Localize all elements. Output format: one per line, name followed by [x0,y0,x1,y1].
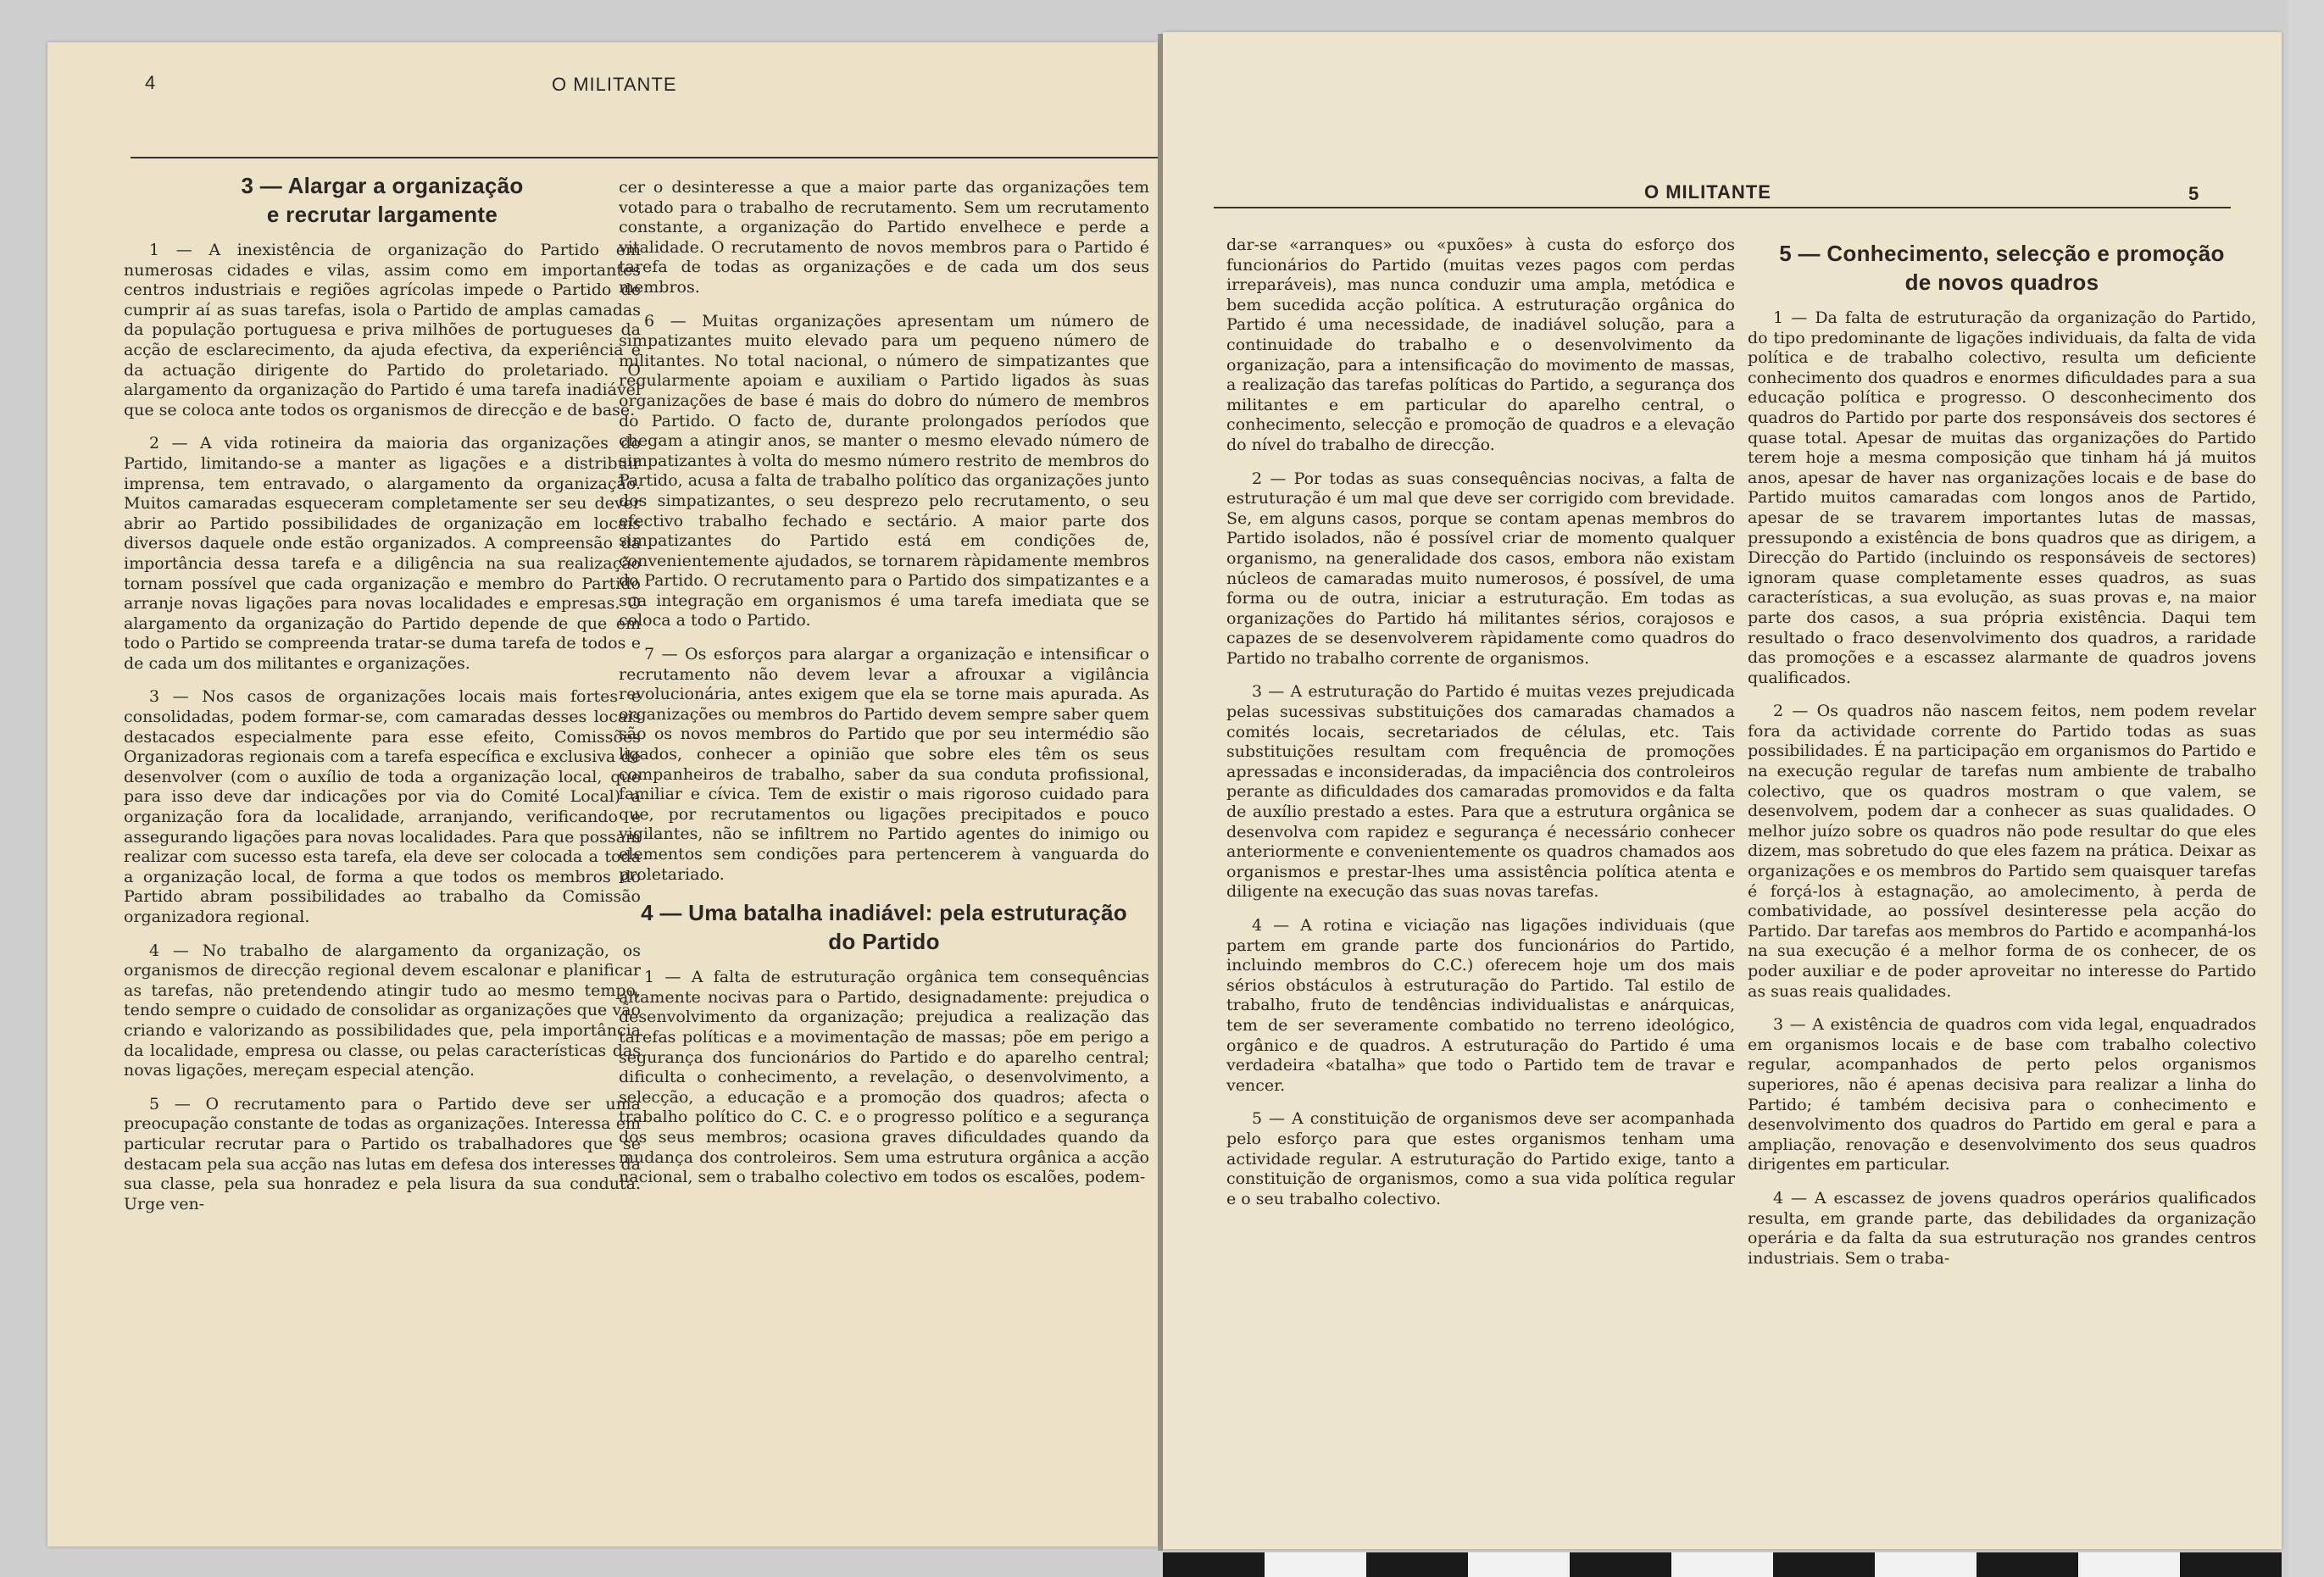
paragraph: 1 — A inexistência de organização do Partido em numerosas cidades e vilas, assim como em importantes centros industriais e regiões agrícolas impede o Partido de cumprir aí as suas tarefas, isola o Partido de amplas camadas da população portuguesa e priva milhões de portugueses da acção de esclarecimento, da ajuda efectiva, da experiência e da actuação dirigente do Partido do proletariado. O alargamento da organização do Partido é uma tarefa inadiável que se coloca ante todos os organismos de direcção e de base. [124,241,641,419]
section-heading-3: 3 — Alargar a organização e recrutar largamente [241,173,524,227]
column-right-2 [1748,237,2256,1282]
right-page [1163,32,2282,1549]
paragraph: 2 — Os quadros não nascem feitos, nem podem revelar fora da actividade corrente do Partido todas as suas possibilidades. É na participação em organismos do Partido e na execução regular de tarefas num ambiente de trabalho colectivo, que os quadros mostram o que valem, se desenvolvem, podem dar a conhecer as suas qualidades. O melhor juízo sobre os quadros não pode resultar do que eles dizem, mas sobretudo do que eles fazem na prática. Deixar as organizações e os membros do Partido sem quaisquer tarefas é forçá-los à estagnação, ao amolecimento, à perda de combatividade, ao possível desinteresse pela acção do Partido. Dar tarefas aos membros do Partido e acompanhá-los na sua execução é a melhor forma de os conhecer, de os poder auxiliar e de poder aproveitar no interesse do Partido as suas reais qualidades. [1748,702,2256,1001]
paragraph: dar-se «arranques» ou «puxões» à custa do esforço dos funcionários do Partido (muitas vezes pagos com perdas irreparáveis), mas nunca conduzir uma ampla, metódica e bem sucedida acção política. A estruturação orgânica do Partido é uma necessidade, de inadiável solução, para a continuidade do trabalho e o desenvolvimento da organização, para a intensificação do movimento de massas, a realização das tarefas políticas do Partido, a segurança dos militantes e em particular do aparelho central, o conhecimento, selecção e promoção de quadros e a elevação do nível do trabalho de direcção. [1226,236,1735,454]
paragraph: 1 — Da falta de estruturação da organização do Partido, do tipo predominante de ligações individuais, da falta de vida política e de trabalho colectivo, resulta um deficiente conhecimento dos quadros e enormes dificuldades para a sua educação política e progresso. O desconhecimento dos quadros do Partido por parte dos responsáveis dos sectores é quase total. Apesar de muitas das organizações do Partido terem hoje a mesma composição que tinham há já muitos anos, apesar de haver nas organizações locais e de base do Partido muitos camaradas com longos anos de Partido, apesar de se travarem importantes lutas de massas, pressupondo a existência de bons quadros que as dirigem, a Direcção do Partido (incluindo os responsáveis de sectores) ignoram quase completamente esses quadros, as suas características, a sua evolução, as suas provas e, na maior parte dos casos, a sua própria existência. Daqui tem resultado o fraco desenvolvimento dos quadros, a raridade das promoções e a escassez alarmante de quadros jovens qualificados. [1748,308,2256,687]
scan-margin [2288,0,2324,1577]
paragraph: 3 — A existência de quadros com vida legal, enquadrados em organismos locais e de base com trabalho colectivo regular, acompanhados de perto pelos organismos superiores, não é apenas decisiva para realizar a linha do Partido; é também decisiva para o conhecimento e desenvolvimento dos quadros do Partido em geral e para a ampliação, renovação e desenvolvimento dos seus quadros dirigentes em particular. [1748,1015,2256,1174]
page-number: 4 [145,72,156,93]
paragraph: 4 — A rotina e viciação nas ligações individuais (que partem em grande parte dos funcionários do Partido, incluindo membros do C.C.) oferecem hoje um dos mais sérios obstáculos à estruturação do Partido. Tal estilo de trabalho, fruto de tendências individualistas e anárquicas, tem de ser severamente combatido no terreno ideológico, orgânico e de quadros. A estruturação do Partido é uma verdadeira «batalha» que todo o Partido tem de travar e vencer. [1226,916,1735,1095]
paragraph: 6 — Muitas organizações apresentam um número de simpatizantes muito elevado para um pequeno número de militantes. No total nacional, o número de simpatizantes que regularmente apoiam e auxiliam o Partido ligados às suas organizações de base é mais do dobro do número de membros do Partido. O facto de, durante prolongados períodos que chegam a atingir anos, se manter o mesmo elevado número de simpatizantes à volta do mesmo número restrito de membros do Partido, acusa a falta de trabalho político das organizações junto dos simpatizantes, o seu desprezo pelo recrutamento, o seu efectivo trabalho fechado e sectário. A maior parte dos simpatizantes do Partido está em condições de, convenientemente ajudados, se tornarem ràpidamente membros do Partido. O recrutamento para o Partido dos simpatizantes e a sua integração em organismos é uma tarefa imediata que se coloca a todo o Partido. [619,311,1149,630]
paragraph: 3 — A estruturação do Partido é muitas vezes prejudicada pelas sucessivas substituições dos camaradas chamados a comités locais, secretariados de células, etc. Tais substituições resultam com frequência de promoções apressadas e inconsideradas, da impaciência dos controleiros perante as dificuldades dos camaradas promovidos e da falta de auxílio prestado a estes. Para que a estrutura orgânica se desenvolva com rapidez e segurança é necessário conhecer anteriormente e convenientemente os quadros chamados aos organismos e prestar-lhes uma assistência política atenta e diligente na execução das suas novas tarefas. [1226,682,1735,902]
header-rule [1214,207,2231,208]
column-right-1 [1226,236,1735,1223]
left-page [47,42,1158,1546]
paragraph: 3 — Nos casos de organizações locais mais fortes e consolidadas, podem formar-se, com camaradas desses locais destacados especialmente para esse efeito, Comissões Organizadoras regionais com a tarefa específica e exclusiva de desenvolver (com o auxílio de toda a organização local, que para isso deve dar indicações por via do Comité Local) a organização fora da localidade, arranjando, verificando e assegurando ligações para novas localidades. Para que possam realizar com sucesso esta tarefa, ela deve ser colocada a toda a organização local, de forma a que todos os membros do Partido abram possibilidades ao trabalho da Comissão organizadora regional. [124,687,641,926]
paragraph: 4 — No trabalho de alargamento da organização, os organismos de direcção regional devem escalonar e planificar as tarefas, não pretendendo atingir tudo ao mesmo tempo, tendo sempre o cuidado de consolidar as organizações que vão criando e valorizando as possibilidades que, pela importância da localidade, empresa ou classe, ou pelas características das novas ligações, mereçam especial atenção. [124,941,641,1080]
paragraph: 5 — A constituição de organismos deve ser acompanhada pelo esforço para que estes organismos tenham uma actividade regular. A estruturação do Partido exige, tanto a constituição de organismos, como a sua vida política regular e o seu trabalho colectivo. [1226,1109,1735,1208]
column-left-1 [124,169,641,1228]
paragraph: 5 — O recrutamento para o Partido deve ser uma preocupação constante de todas as organizações. Interessa em particular recrutar para o Partido os trabalhadores que se destacam pela sua acção nas lutas em defesa dos interesses da sua classe, pela sua honradez e pela lisura da sua conduta. Urge ven- [124,1094,641,1213]
running-head: O MILITANTE [552,74,677,95]
header-rule [131,157,1158,158]
scale-ruler [1163,1552,2282,1577]
section-heading-4: 4 — Uma batalha inadiável: pela estruturação do Partido [641,900,1127,955]
paragraph: 2 — Por todas as suas consequências nocivas, a falta de estruturação é um mal que deve ser corrigido com brevidade. Se, em alguns casos, porque se contam apenas membros do Partido isolados, não é possível criar de momento qualquer organismo, na generalidade dos casos, embora não existam núcleos de camaradas muito numerosos, é possível, de uma forma ou de outra, iniciar a estruturação. Em todas as organizações do Partido há militantes sérios, corajosos e capazes de se desenvolverem ràpidamente como quadros do Partido no trabalho corrente de organismos. [1226,469,1735,668]
paragraph: 4 — A escassez de jovens quadros operários qualificados resulta, em grande parte, das debilidades da organização operária e da falta da sua estruturação nos grandes centros industriais. Sem o traba- [1748,1188,2256,1268]
paragraph: cer o desinteresse a que a maior parte das organizações tem votado para o trabalho de recrutamento. Sem um recrutamento constante, a organização do Partido envelhece e perde a vitalidade. O recrutamento de novos membros para o Partido é tarefa de todas as organizações e de cada um dos seus membros. [619,178,1149,297]
paragraph: 1 — A falta de estruturação orgânica tem consequências altamente nocivas para o Partido, designadamente: prejudica o desenvolvimento da organização; prejudica a realização das tarefas políticas e a movimentação de massas; põe em perigo a segurança dos funcionários do Partido e do aparelho central; dificulta o conhecimento, a revelação, o desenvolvimento, a selecção, a educação e a promoção dos quadros; afecta o trabalho político do C. C. e o progresso político e a segurança dos seus membros; ocasiona graves dificuldades quando da mudança dos controleiros. Sem uma estrutura orgânica a acção nacional, sem o trabalho colectivo em todos os escalões, podem- [619,968,1149,1187]
running-head: O MILITANTE [1644,181,1771,203]
paragraph: 7 — Os esforços para alargar a organização e intensificar o recrutamento não devem levar a afrouxar a vigilância revolucionária, antes exigem que ela se torne mais apurada. As organizações ou membros do Partido devem sempre saber quem são os novos membros do Partido que por seu intermédio são ligados, conhecer a opinião que sobre eles têm os seus companheiros de trabalho, saber da sua conduta profissional, familiar e cívica. Tem de existir o mais rigoroso cuidado para que, por recrutamentos ou ligações precipitados e pouco vigilantes, não se infiltrem no Partido agentes do inimigo ou elementos sem condições para pertencerem à vanguarda do proletariado. [619,645,1149,884]
page-number: 5 [2188,183,2199,204]
paragraph: 2 — A vida rotineira da maioria das organizações do Partido, limitando-se a manter as ligações e a distribuir imprensa, tem entravado, o alargamento da organização. Muitos camaradas esqueceram completamente ser seu dever abrir ao Partido possibilidades de organização em locais diversos daquele onde estão organizados. A compreensão da importância dessa tarefa e a diligência na sua realização tornam possível que cada organização e membro do Partido arranje novas ligações para novas localidades e empresas. O alargamento da organização do Partido depende de que em todo o Partido se compreenda tratar-se duma tarefa de todos e de cada um dos militantes e organizações. [124,434,641,673]
column-left-2 [619,178,1149,1202]
section-heading-5: 5 — Conhecimento, selecção e promoção de novos quadros [1779,241,2225,295]
